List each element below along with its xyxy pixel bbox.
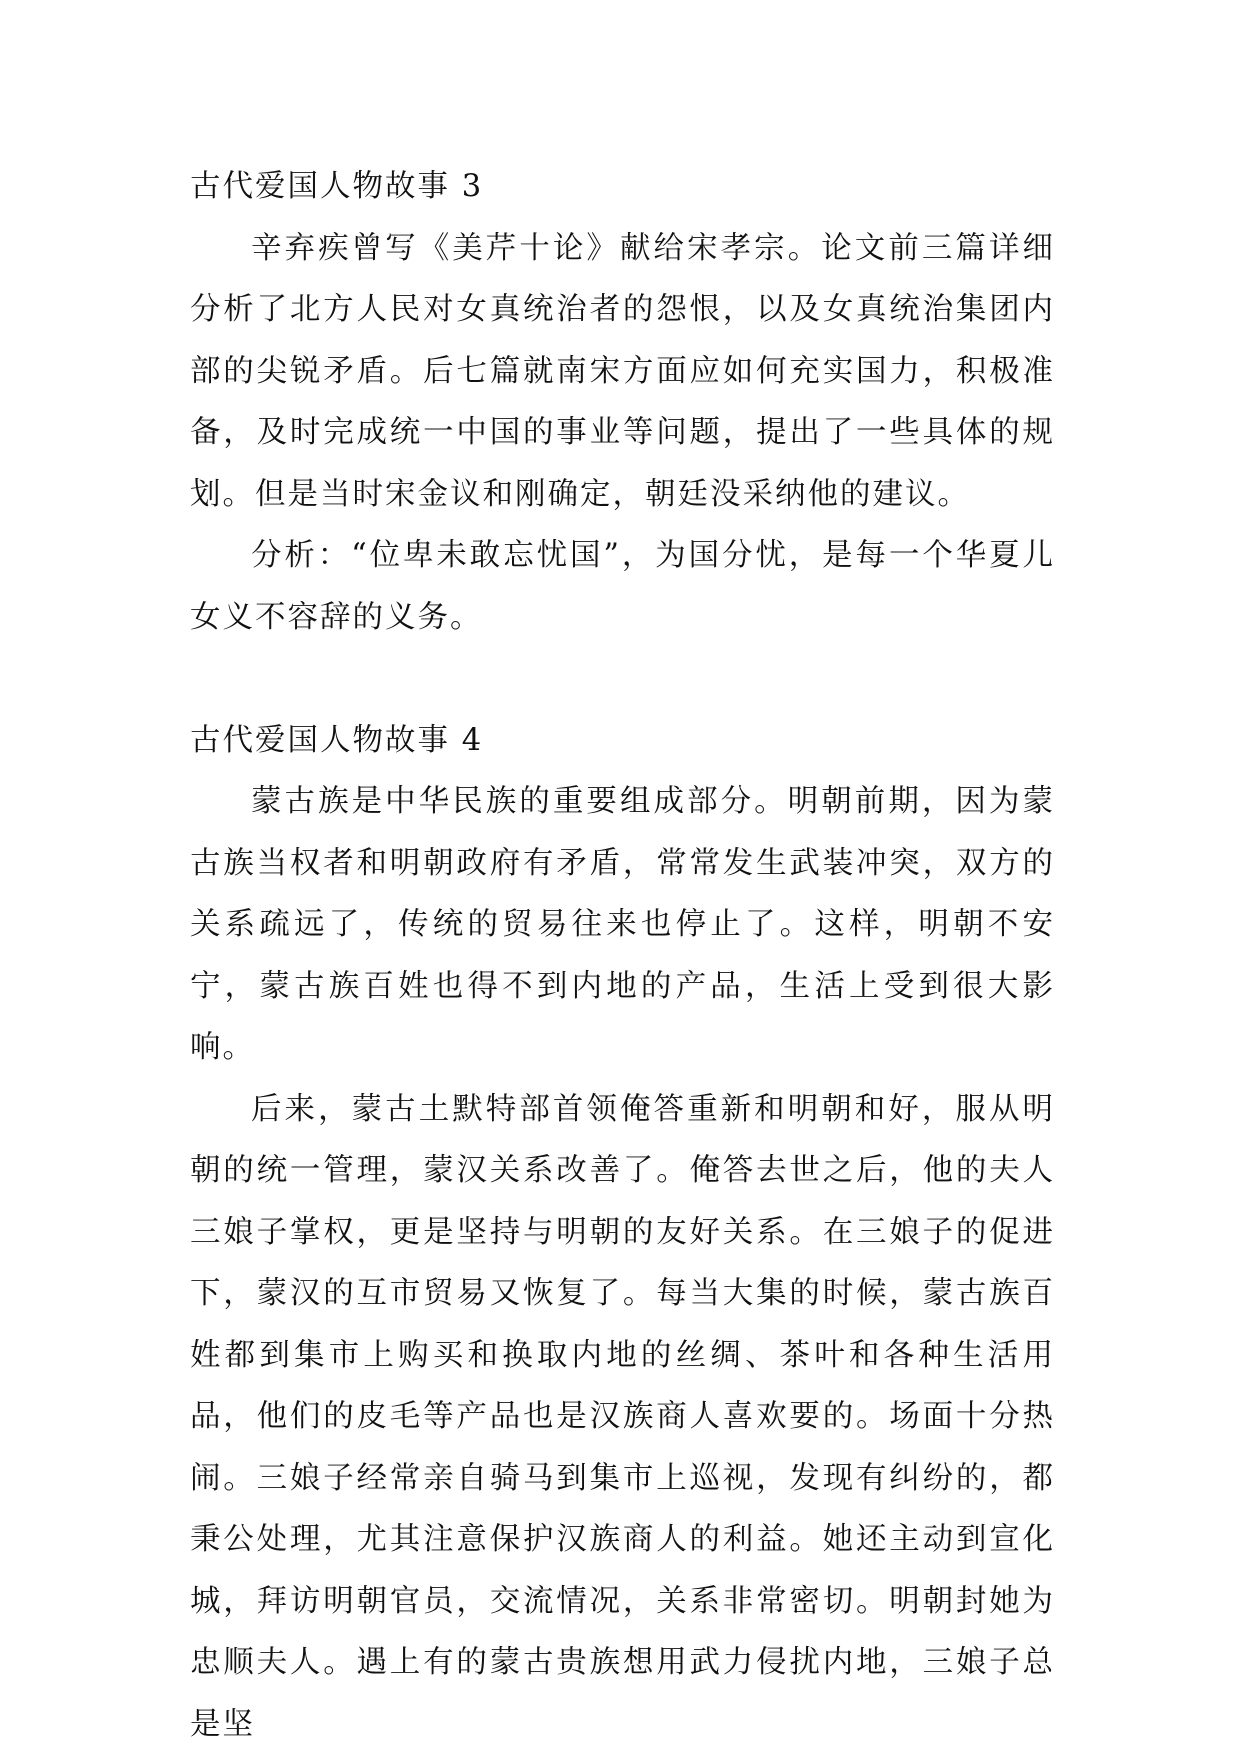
document-body <box>190 156 1055 1755</box>
section-title: 古代爱国人物故事 3 <box>190 156 1055 218</box>
analysis-paragraph: 分析：“位卑未敢忘忧国”，为国分忧，是每一个华夏儿女义不容辞的义务。 <box>190 525 1055 648</box>
paragraph: 蒙古族是中华民族的重要组成部分。明朝前期，因为蒙古族当权者和明朝政府有矛盾，常常发生武装冲突，双方的关系疏远了，传统的贸易往来也停止了。这样，明朝不安宁，蒙古族百姓也得不到内地的产品，生活上受到很大影响。 <box>190 771 1055 1079</box>
story-section-3 <box>190 156 1055 648</box>
paragraph: 辛弃疾曾写《美芹十论》献给宋孝宗。论文前三篇详细分析了北方人民对女真统治者的怨恨，以及女真统治集团内部的尖锐矛盾。后七篇就南宋方面应如何充实国力，积极准备，及时完成统一中国的事业等问题，提出了一些具体的规划。但是当时宋金议和刚确定，朝廷没采纳他的建议。 <box>190 218 1055 526</box>
section-spacer <box>190 648 1055 710</box>
story-section-4 <box>190 710 1055 1755</box>
paragraph: 后来，蒙古土默特部首领俺答重新和明朝和好，服从明朝的统一管理，蒙汉关系改善了。俺答去世之后，他的夫人三娘子掌权，更是坚持与明朝的友好关系。在三娘子的促进下，蒙汉的互市贸易又恢复了。每当大集的时候，蒙古族百姓都到集市上购买和换取内地的丝绸、茶叶和各种生活用品，他们的皮毛等产品也是汉族商人喜欢要的。场面十分热闹。三娘子经常亲自骑马到集市上巡视，发现有纠纷的，都秉公处理，尤其注意保护汉族商人的利益。她还主动到宣化城，拜访明朝官员，交流情况，关系非常密切。明朝封她为忠顺夫人。遇上有的蒙古贵族想用武力侵扰内地，三娘子总是坚 <box>190 1079 1055 1755</box>
section-title: 古代爱国人物故事 4 <box>190 710 1055 772</box>
